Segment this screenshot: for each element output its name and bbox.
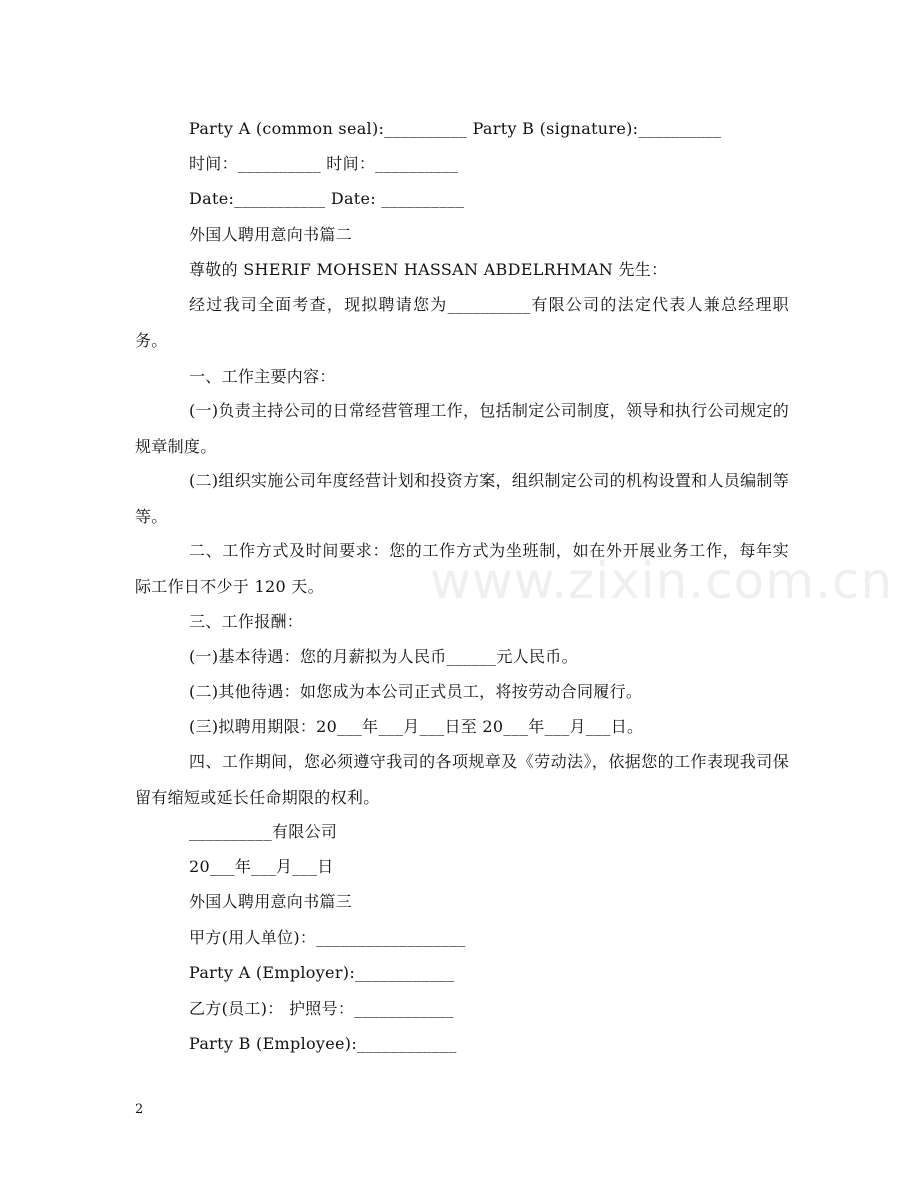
date-row: Date:___________ Date: __________ xyxy=(189,189,465,208)
time-row: 时间：__________ 时间：__________ xyxy=(189,154,459,173)
page-number: 2 xyxy=(135,1102,144,1117)
party-a-seal-line: Party A (common seal):__________ Party B (signature):__________ xyxy=(189,119,722,138)
party-b-english: Party B (Employee):____________ xyxy=(189,1034,457,1053)
salutation: 尊敬的 SHERIF MOHSEN HASSAN ABDELRHMAN 先生： xyxy=(189,260,668,279)
company-signature-line: __________有限公司 xyxy=(189,822,338,841)
section-heading-3: 外国人聘用意向书篇三 xyxy=(189,892,353,911)
work-mode-paragraph: 二、工作方式及时间要求：您的工作方式为坐班制，如在外开展业务工作，每年实际工作日不少于 120 天。 xyxy=(135,541,789,596)
section-1-title: 一、工作主要内容： xyxy=(189,367,336,386)
pay-other: (二)其他待遇：如您成为本公司正式员工，将按劳动合同履行。 xyxy=(189,682,643,701)
clause-4-paragraph: 四、工作期间，您必须遵守我司的各项规章及《劳动法》，依据您的工作表现我司保留有缩短或延长任命期限的权利。 xyxy=(135,752,789,807)
section-heading-2: 外国人聘用意向书篇二 xyxy=(189,225,353,244)
pay-basic: (一)基本待遇：您的月薪拟为人民币______元人民币。 xyxy=(189,647,578,666)
intro-paragraph: 经过我司全面考查，现拟聘请您为__________有限公司的法定代表人兼总经理职务。 xyxy=(135,295,789,350)
duty-1-paragraph: (一)负责主持公司的日常经营管理工作，包括制定公司制度，领导和执行公司规定的规章制度。 xyxy=(135,401,789,456)
pay-term: (三)拟聘用期限：20___年___月___日至 20___年___月___日。 xyxy=(189,717,644,736)
duty-2-paragraph: (二)组织实施公司年度经营计划和投资方案，组织制定公司的机构设置和人员编制等等。 xyxy=(135,471,789,526)
party-b-chinese: 乙方(员工)： 护照号：____________ xyxy=(189,999,454,1018)
signature-date-line: 20___年___月___日 xyxy=(189,857,334,876)
party-a-chinese: 甲方(用人单位)：__________________ xyxy=(189,928,466,947)
pay-title: 三、工作报酬： xyxy=(189,612,304,631)
watermark: www.zixin.com.cn xyxy=(430,552,894,610)
party-a-english: Party A (Employer):____________ xyxy=(189,963,455,982)
